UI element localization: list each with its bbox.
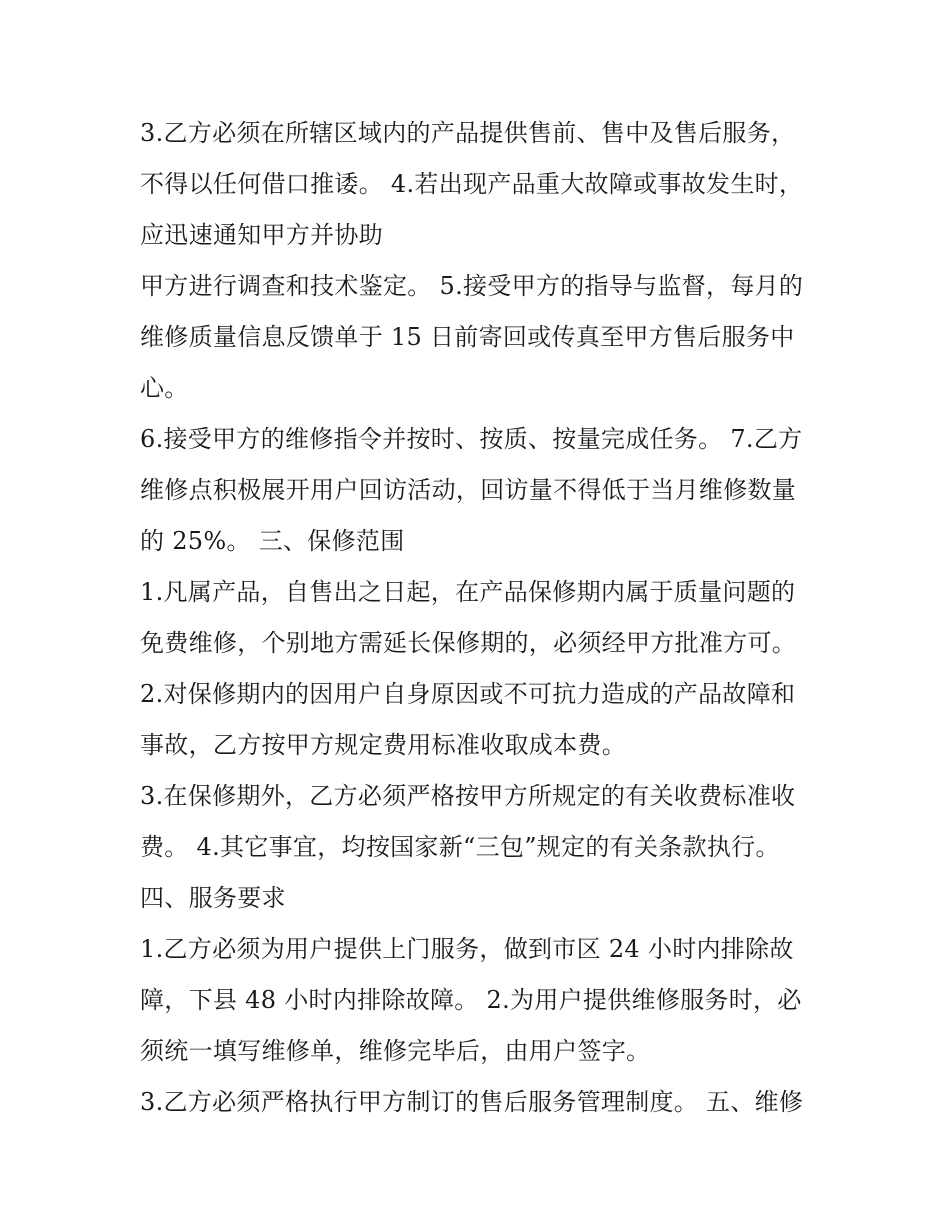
document-body (140, 108, 830, 1128)
text-line: 3.乙方必须在所辖区域内的产品提供售前、售中及售后服务， (140, 119, 796, 147)
text-line: 维修质量信息反馈单于 15 日前寄回或传真至甲方售后服务中 (140, 323, 795, 351)
text-line: 3.在保修期外，乙方必须严格按甲方所规定的有关收费标准收 (140, 782, 796, 810)
text-line: 心。 (140, 374, 189, 402)
text-line: 甲方进行调查和技术鉴定。 5.接受甲方的指导与监督，每月的 (140, 272, 804, 300)
text-line: 费。 4.其它事宜，均按国家新“三包”规定的有关条款执行。 (140, 833, 780, 861)
text-line: 6.接受甲方的维修指令并按时、按质、按量完成任务。 7.乙方 (140, 425, 803, 453)
text-line: 2.对保修期内的因用户自身原因或不可抗力造成的产品故障和 (140, 680, 796, 708)
text-line: 须统一填写维修单，维修完毕后，由用户签字。 (140, 1037, 651, 1065)
text-line: 免费维修，个别地方需延长保修期的，必须经甲方批准方可。 (140, 629, 797, 657)
text-line: 四、服务要求 (140, 884, 286, 912)
text-line: 的 25%。 三、保修范围 (140, 527, 405, 555)
text-line: 应迅速通知甲方并协助 (140, 221, 383, 249)
text-line: 不得以任何借口推诿。 4.若出现产品重大故障或事故发生时， (140, 170, 804, 198)
text-line: 1.乙方必须为用户提供上门服务，做到市区 24 小时内排除故 (140, 935, 794, 963)
text-line: 1.凡属产品，自售出之日起，在产品保修期内属于质量问题的 (140, 578, 796, 606)
text-line: 事故，乙方按甲方规定费用标准收取成本费。 (140, 731, 626, 759)
text-line: 维修点积极展开用户回访活动，回访量不得低于当月维修数量 (140, 476, 797, 504)
text-line: 3.乙方必须严格执行甲方制订的售后服务管理制度。 五、维修 (140, 1088, 804, 1116)
text-line: 障，下县 48 小时内排除故障。 2.为用户提供维修服务时，必 (140, 986, 802, 1014)
